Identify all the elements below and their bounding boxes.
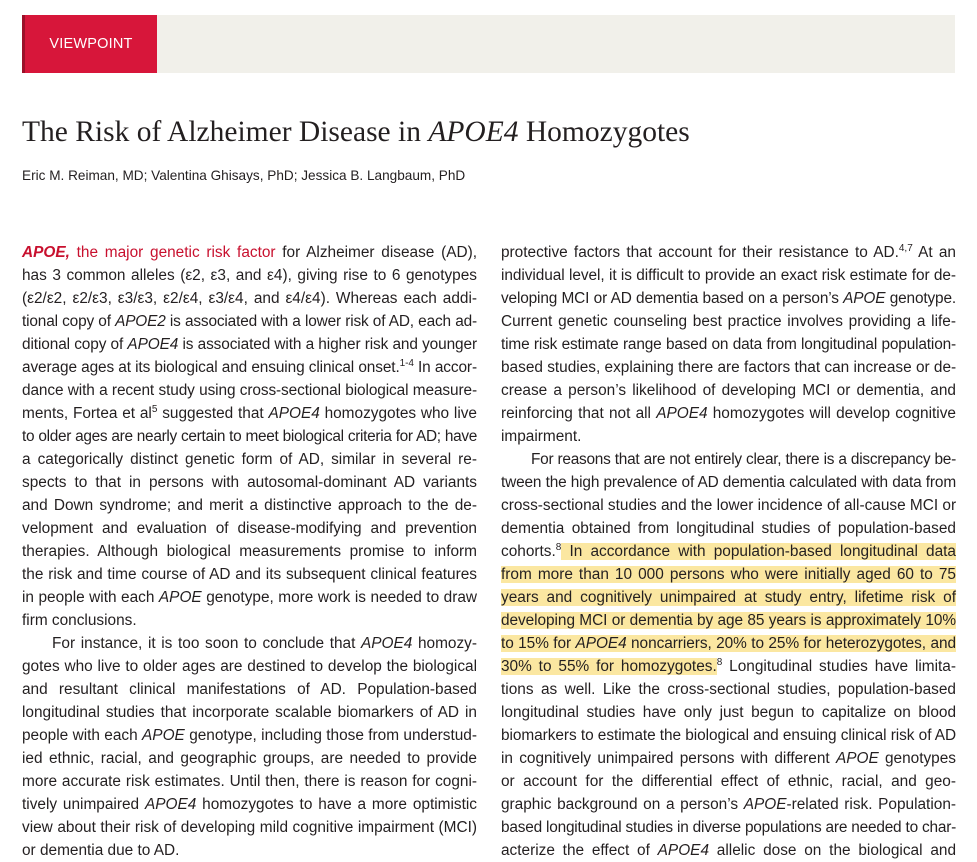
text-line: based studies, explaining there are factors that can increase or de- [501, 359, 957, 376]
text-line: tively unimpaired APOE4 homozygotes to have a more optimistic [22, 796, 478, 813]
text-line: based longitudinal studies in diverse populations are needed to char- [501, 819, 957, 836]
text-line [501, 632, 956, 655]
viewpoint-badge [22, 15, 157, 73]
text-line: protective factors that account for their resistance to AD.$^{4,7}$ At an [501, 243, 956, 261]
text-line: more accurate risk estimates. Until then, there is reason for cogni- [22, 773, 477, 790]
text-line: velopment and evaluation of disease-modifying and prevention [22, 520, 477, 537]
highlighted-text: In accordance with population-based longitudinal data [561, 543, 956, 560]
text-line: has 3 common alleles (ε2, ε3, and ε4), giving rise to 6 genotypes [22, 267, 477, 284]
text-line: view about their risk of developing mild cognitive impairment (MCI) [22, 819, 477, 836]
highlighted-text: from more than 10 000 persons who were initially aged 60 to 75 [501, 566, 956, 583]
text-line: tions as well. Like the cross-sectional studies, population-based [501, 681, 956, 698]
body-column-left [22, 241, 477, 862]
section-banner [22, 15, 955, 73]
text-line: the risk and time course of AD and its subsequent clinical features [22, 566, 477, 583]
text-line [501, 586, 956, 609]
text-line: biomarkers to estimate the biological and ensuing clinical risk of AD [501, 727, 957, 744]
text-line: a categorically distinct genetic form of AD, similar in several re- [22, 451, 477, 468]
text-line [501, 609, 956, 632]
text-line: time risk estimate range based on data from longitudinal population- [501, 336, 956, 353]
text-line: and resultant clinical manifestations of AD. Population-based [22, 681, 477, 698]
text-line: dance with a recent study using cross-sectional biological measure- [22, 382, 477, 399]
citation[interactable]: 8 [555, 542, 562, 553]
text-line: firm conclusions. [22, 612, 137, 629]
text-line: tional copy of APOE2 is associated with a lower risk of AD, each ad- [22, 313, 477, 330]
citation[interactable]: 5 [151, 404, 158, 415]
highlighted-text: years and cognitively unimpaired at study entry, lifetime risk of [501, 589, 956, 606]
text-line: ments, Fortea et $al^5$ suggested that APOE4 homozygotes who live [22, 404, 477, 422]
citation[interactable]: 8 [716, 657, 723, 668]
text-line: acterize the effect of APOE4 allelic dose on the biological and [501, 842, 956, 859]
highlighted-text: to 15% for APOE4 noncarriers, 20% to 25% for heterozygotes, and [501, 635, 956, 652]
text-line: tween the high prevalence of AD dementia calculated with data from [501, 474, 956, 491]
text-line: veloping MCI or AD dementia based on a person’s APOE genotype. [501, 290, 956, 307]
text-line: in cognitively unimpaired persons with different APOE genotypes [501, 750, 956, 767]
text-line: ditional copy of APOE4 is associated with a higher risk and younger [22, 336, 477, 353]
text-line: therapies. Although biological measurements promise to inform [22, 543, 477, 560]
text-line: or dementia due to AD. [22, 842, 180, 859]
highlighted-text: developing MCI or dementia by age 85 years is approximately 10% [501, 612, 956, 629]
text-line: impairment. [501, 428, 582, 445]
text-line: dementia obtained from longitudinal studies of population-based [501, 520, 956, 537]
text-line: cohorts.$^8$ In accordance with population-based longitudinal data [501, 542, 956, 560]
author-list: Eric M. Reiman, MD; Valentina Ghisays, PhD; Jessica B. Langbaum, PhD [22, 168, 466, 183]
reference-link[interactable]: the major genetic risk factor [69, 244, 276, 261]
highlighted-text: 30% to 55% for homozygotes. [501, 658, 717, 675]
text-line: reinforcing that not all APOE4 homozygotes will develop cognitive [501, 405, 956, 422]
text-line: (ε2/ε2, ε2/ε3, ε3/ε3, ε2/ε4, ε3/ε4, and ε4/ε4). Whereas each addi- [22, 290, 477, 307]
text-line [501, 563, 956, 586]
text-line: APOE, the major genetic risk factor for Alzheimer disease (AD), [22, 244, 477, 261]
text-line: For instance, it is too soon to conclude that APOE4 homozy- [52, 635, 477, 652]
text-line: people with each APOE genotype, including those from understud- [22, 727, 477, 744]
text-line: 30% to 55% for homozygotes.$^8$ Longitudinal studies have limita- [501, 657, 956, 675]
text-line: gotes who live to older ages are destined to develop the biological [22, 658, 477, 675]
text-line: crease a person’s likelihood of developing MCI or dementia, and [501, 382, 956, 399]
text-line: For reasons that are not entirely clear, there is a discrepancy be- [531, 451, 956, 468]
text-line: and Down syndrome; and merit a distinctive approach to the de- [22, 497, 477, 514]
text-line: or account for the differential effect of ethnic, racial, and geo- [501, 773, 956, 790]
body-column-right [501, 241, 956, 862]
text-line: spects to that in persons with autosomal-dominant AD variants [22, 474, 477, 491]
text-line: graphic background on a person’s APOE-related risk. Population- [501, 796, 957, 813]
text-line: longitudinal studies have only just begun to capitalize on blood [501, 704, 956, 721]
text-line: Current genetic counseling best practice involves providing a life- [501, 313, 956, 330]
text-line: ied ethnic, racial, and geographic groups, are needed to provide [22, 750, 477, 767]
text-line: longitudinal studies that incorporate scalable biomarkers of AD in [22, 704, 477, 721]
text-line: average ages at its biological and ensuing clinical onset.$^{1-4}$ In accor- [22, 358, 477, 376]
citation[interactable]: 1-4 [399, 358, 414, 369]
article-title: The Risk of Alzheimer Disease in APOE4 Homozygotes [22, 116, 690, 148]
section-label: VIEWPOINT [49, 36, 133, 52]
text-line: cross-sectional studies and the lower incidence of all-cause MCI or [501, 497, 957, 514]
citation[interactable]: 4,7 [898, 243, 913, 254]
text-line: individual level, it is difficult to provide an exact risk estimate for de- [501, 267, 956, 284]
text-line: in people with each APOE genotype, more work is needed to draw [22, 589, 477, 606]
text-line: to older ages are nearly certain to meet biological criteria for AD; have [22, 428, 477, 445]
